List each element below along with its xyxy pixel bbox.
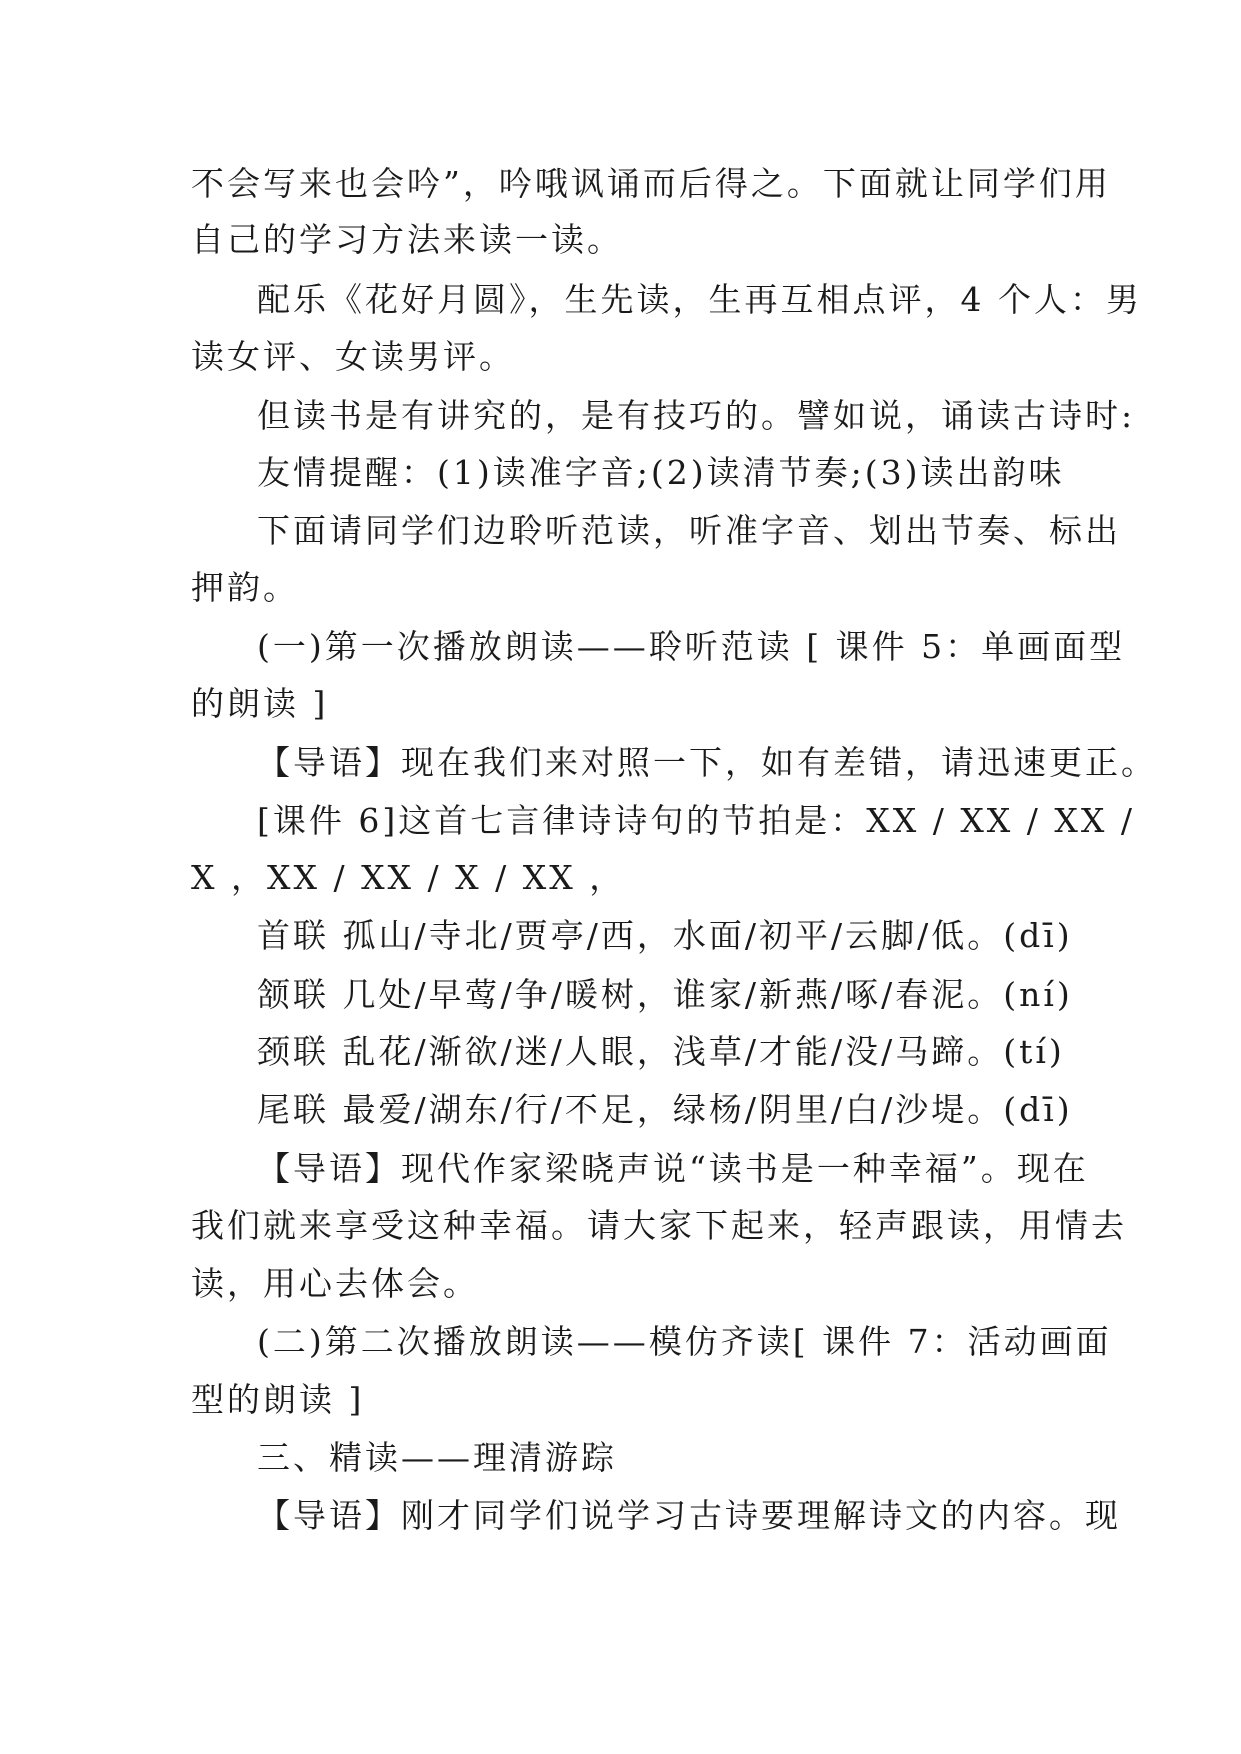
text-line: 【导语】现代作家梁晓声说“读书是一种幸福”。现在 [257, 1149, 1089, 1188]
text-line: (二)第二次播放朗读——模仿齐读[ 课件 7：活动画面 [257, 1322, 1112, 1361]
text-line: [课件 6]这首七言律诗诗句的节拍是：XX / XX / XX / [257, 801, 1135, 840]
text-line: 型的朗读 ] [191, 1380, 365, 1419]
text-line: 颔联 几处/早莺/争/暖树，谁家/新燕/啄/春泥。(ní) [257, 975, 1073, 1014]
text-line: 【导语】刚才同学们说学习古诗要理解诗文的内容。现 [257, 1496, 1121, 1535]
text-line: 但读书是有讲究的，是有技巧的。譬如说，诵读古诗时: [257, 396, 1136, 435]
text-line: 尾联 最爱/湖东/行/不足，绿杨/阴里/白/沙堤。(dī) [257, 1090, 1073, 1129]
text-line: 不会写来也会吟”，吟哦讽诵而后得之。下面就让同学们用 [191, 164, 1111, 203]
text-line: 读女评、女读男评。 [191, 337, 515, 376]
text-line: 下面请同学们边聆听范读，听准字音、划出节奏、标出 [257, 511, 1121, 550]
text-line: 首联 孤山/寺北/贾亭/西，水面/初平/云脚/低。(dī) [257, 916, 1073, 955]
text-line: 友情提醒：(1)读准字音;(2)读清节奏;(3)读出韵味 [257, 453, 1065, 492]
text-line: 押韵。 [191, 568, 299, 607]
text-line: 我们就来享受这种幸福。请大家下起来，轻声跟读，用情去 [191, 1206, 1127, 1245]
text-line: 的朗读 ] [191, 684, 329, 723]
text-line: (一)第一次播放朗读——聆听范读 [ 课件 5：单画面型 [257, 627, 1126, 666]
text-line: 颈联 乱花/渐欲/迷/人眼，浅草/才能/没/马蹄。(tí) [257, 1032, 1065, 1071]
text-line: 【导语】现在我们来对照一下，如有差错，请迅速更正。 [257, 743, 1157, 782]
text-line: 配乐《花好月圆》，生先读，生再互相点评，4 个人：男 [257, 280, 1142, 319]
text-line: 自己的学习方法来读一读。 [191, 220, 623, 259]
text-line: X ，XX / XX / X / XX ， [191, 858, 626, 897]
text-line: 三、精读——理清游踪 [257, 1438, 617, 1477]
text-line: 读，用心去体会。 [191, 1264, 479, 1303]
